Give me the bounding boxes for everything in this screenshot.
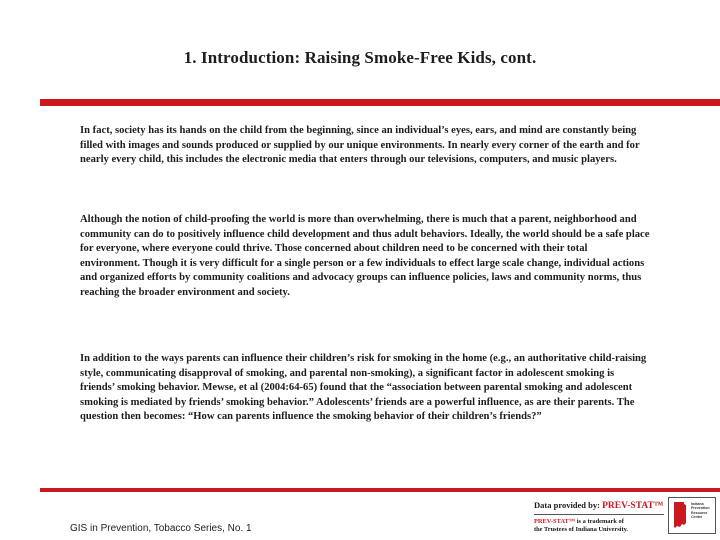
credit-divider — [534, 514, 664, 515]
footer-divider — [40, 488, 720, 492]
credit-line — [534, 500, 664, 512]
paragraph-1: In fact, society has its hands on the child from the beginning, since an individual’s eyes, ears, and mind are constantly being filled with images and sounds produced or supplied by our unique environments. In nearly every corner of the earth and for nearly every child, this includes the electronic media that enters through our televisions, computers, and music players. — [80, 125, 640, 166]
logo-text — [691, 502, 710, 520]
indiana-state-icon — [673, 501, 687, 529]
logo-line: Indiana — [691, 502, 704, 506]
logo-line: Resource — [691, 510, 708, 515]
trademark-owner: the Trustees of Indiana University. — [534, 526, 629, 533]
slide-title: 1. Introduction: Raising Smoke-Free Kids, cont. — [183, 48, 537, 67]
title-divider — [40, 99, 720, 106]
trademark-brand: PREV-STAT™ — [534, 518, 576, 525]
data-credit — [534, 500, 664, 534]
paragraph-2: Although the notion of child-proofing the world is more than overwhelming, there is much that a parent, neighborhood and community can do to positively influence child development and thus adult behaviors. Ideally, the world should be a safe place for everyone, where everyone could thrive. Those concerned about children need to be concerned with their total environment. Though it is very difficult for a single person or a few individuals to effect large scale change, individual actions and organized efforts by community coalitions and advocacy groups can influence policies, laws and community norms, thus reaching the broader environment and society. — [80, 214, 650, 298]
series-label: GIS in Prevention, Tobacco Series, No. 1 — [70, 523, 252, 534]
credit-brand: PREV-STAT™ — [602, 501, 664, 511]
logo-line: Prevention — [691, 506, 710, 511]
paragraph-3: In addition to the ways parents can influence their children’s risk for smoking in the home (e.g., an authoritative child-raising style, communicating disapproval of smoking, and parental non-smoking), a significant factor in adolescent smoking is friends’ smoking behavior. Mewse, et al (2004:64-65) found that the “association between parental smoking and adolescent smoking is mediated by friends’ smoking behavior.” Adolescents’ friends are a powerful influence, as are their parents. The question then becomes: “How can parents influence the smoking behavior of their children’s friends?” — [80, 353, 647, 423]
iprc-logo — [668, 497, 716, 534]
logo-line: Center — [691, 515, 703, 520]
credit-prefix: Data provided by: — [534, 500, 603, 510]
trademark-text: is a trademark of — [575, 518, 624, 525]
trademark-line — [534, 518, 664, 526]
